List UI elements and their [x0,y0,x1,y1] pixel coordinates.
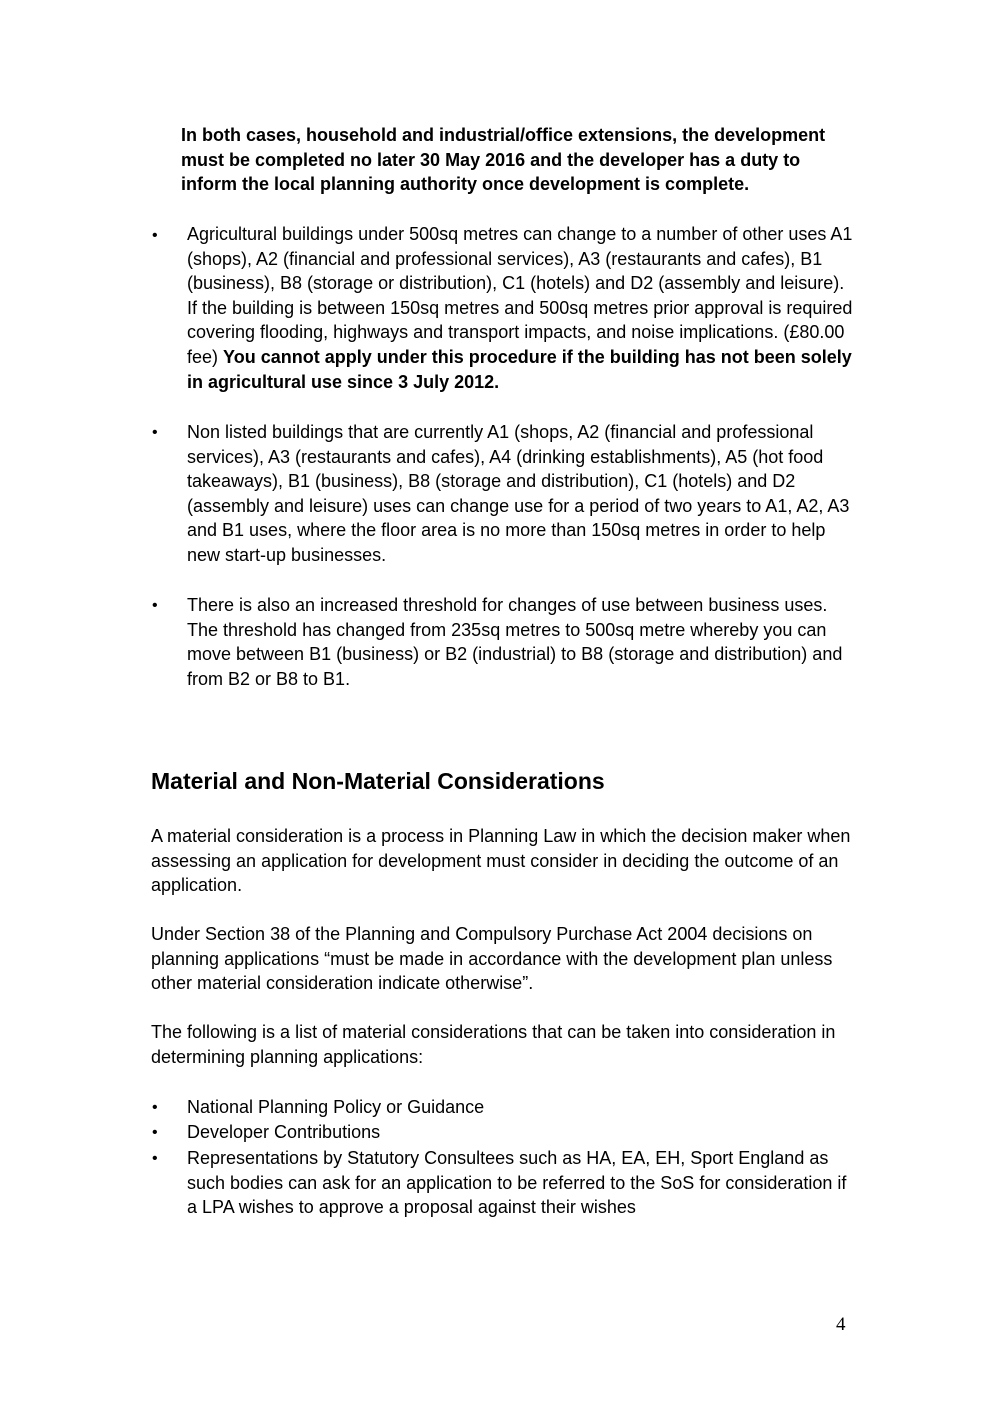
bullet-bold-text: You cannot apply under this procedure if the building has not been solely in agricultural use since 3 July 2012. [187,346,852,392]
bullet-agricultural-buildings [187,222,857,394]
bullet-marker: • [152,597,158,614]
bullet-non-listed-buildings: Non listed buildings that are currently A1 (shops, A2 (financial and professional services), A3 (restaurants and cafes), A4 (drinking establishments), A5 (hot food takeaways), B1 (business), B8 (storage and distribution), C1 (hotels) and D2 (assembly and leisure) uses can change use for a period of two years to A1, A2, A3 and B1 uses, where the floor area is no more than 150sq metres in order to help new start-up businesses. [187,422,850,565]
page-number: 4 [836,1314,846,1335]
list-item: National Planning Policy or Guidance [187,1097,485,1117]
bullet-marker: • [152,1124,158,1141]
paragraph-list-intro: The following is a list of material considerations that can be taken into consideration in determining planning applications: [151,1022,836,1067]
section-heading: Material and Non-Material Considerations [151,768,605,794]
bullet-increased-threshold: There is also an increased threshold for changes of use between business uses. The threshold has changed from 235sq metres to 500sq metre whereby you can move between B1 (business) or B2 (industrial) to B8 (storage and distribution) and from B2 or B8 to B1. [187,595,843,689]
bullet-marker: • [152,227,158,244]
list-item: Developer Contributions [187,1122,381,1142]
paragraph-material-consideration: A material consideration is a process in Planning Law in which the decision maker when assessing an application for development must consider in deciding the outcome of an application. [151,826,851,896]
list-item: Representations by Statutory Consultees such as HA, EA, EH, Sport England as such bodies can ask for an application to be referred to the SoS for consideration if a LPA wishes to approve a proposal against their wishes [187,1148,847,1218]
bullet-text: Agricultural buildings under 500sq metres can change to a number of other uses A1 (shops), A2 (financial and professional services), A3 (restaurants and cafes), B1 (business), B8 (storage or distribution), C1 (hotels) and D2 (assembly and leisure). If the building is between 150sq metres and 500sq metres prior approval is required covering flooding, highways and transport impacts, and noise implications. (£80.00 fee) [187,224,853,367]
intro-paragraph: In both cases, household and industrial/office extensions, the development must be completed no later 30 May 2016 and the developer has a duty to inform the local planning authority once development is complete. [181,125,826,195]
bullet-marker: • [152,1150,158,1167]
bullet-marker: • [152,424,158,441]
bullet-marker: • [152,1099,158,1116]
paragraph-section-38: Under Section 38 of the Planning and Compulsory Purchase Act 2004 decisions on planning applications “must be made in accordance with the development plan unless other material consideration indicate otherwise”. [151,924,833,994]
